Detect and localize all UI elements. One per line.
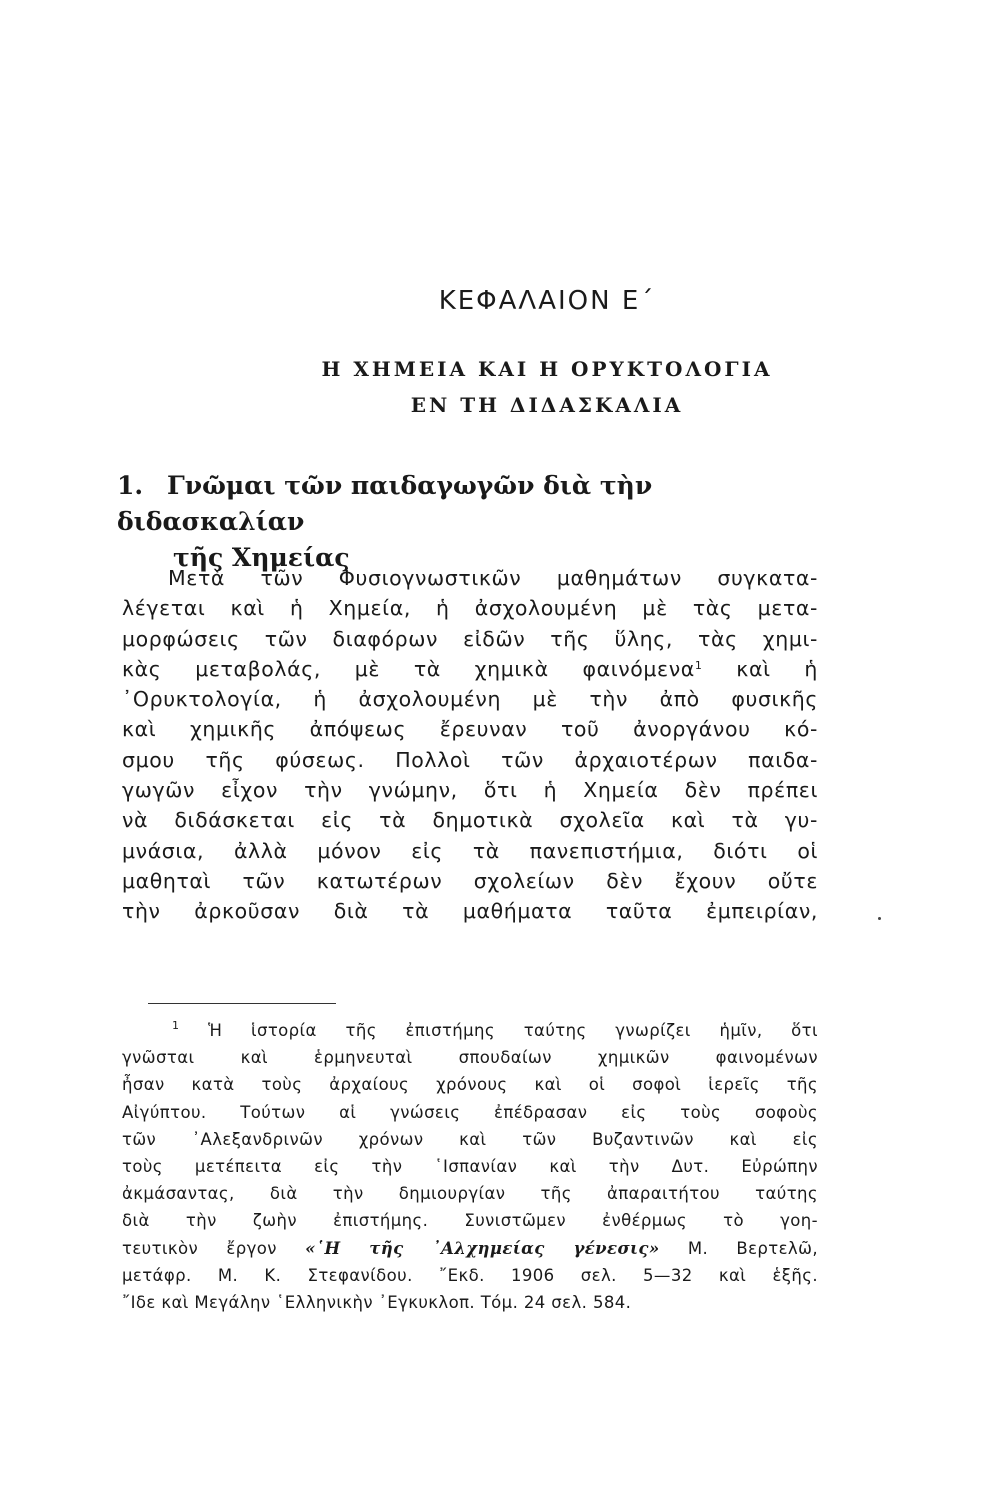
footnote-line: ἦσαν κατὰ τοὺς ἀρχαίους χρόνους καὶ οἱ σοφοὶ ἱερεῖς τῆς [122,1075,818,1095]
body-line: τὴν ἀρκοῦσαν διὰ τὰ μαθήματα ταῦτα ἐμπειρίαν, [122,899,818,924]
footnote-reference[interactable]: 1 [694,658,703,672]
footnote-divider [148,1003,336,1004]
body-line: Μετὰ τῶν Φυσιογνωστικῶν μαθημάτων συγκατα- [168,566,818,590]
body-paragraph [122,563,818,927]
body-line-tail: καὶ ἡ [736,656,818,681]
footnote-line-text: Ἡ ἱστορία τῆς ἐπιστήμης ταύτης γνωρίζει ἡμῖν, ὅτι [208,1021,818,1040]
chapter-heading: ΚΕΦΑΛΑΙΟΝ Ε΄ [438,286,656,316]
section-number: 1. [117,471,144,500]
section-heading [117,468,837,576]
section-title-text: Γνῶμαι τῶν παιδαγωγῶν διὰ τὴν διδασκαλίαν [117,471,653,536]
body-line: γωγῶν εἶχον τὴν γνώμην, ὅτι ἡ Χημεία δὲν πρέπει [122,778,818,803]
footnote-line: τῶν ᾿Αλεξανδρινῶν χρόνων καὶ τῶν Βυζαντινῶν καὶ εἰς [122,1129,818,1149]
body-line: μαθηταὶ τῶν κατωτέρων σχολείων δὲν ἔχουν οὔτε [122,868,818,893]
footnote-line-text: Μ. Βερτελῶ, [687,1238,818,1258]
chapter-title-line-2: ΕΝ ΤΗ ΔΙΔΑΣΚΑΛΙΑ [410,393,684,417]
chapter-title-line-1: Η ΧΗΜΕΙΑ ΚΑΙ Η ΟΡΥΚΤΟΛΟΓΙΑ [321,357,773,381]
body-line-text: κὰς μεταβολάς, μὲ τὰ χημικὰ φαινόμενα [122,656,695,681]
body-line: σμου τῆς φύσεως. Πολλοὶ τῶν ἀρχαιοτέρων παιδα- [122,747,818,772]
footnote-line-text: τευτικὸν ἔργον [122,1238,277,1258]
body-line: μνάσια, ἀλλὰ μόνον εἰς τὰ πανεπιστήμια, διότι οἱ [122,838,818,863]
footnote-line: ῎Ιδε καὶ Μεγάλην ῾Ελληνικὴν ᾿Εγκυκλοπ. Τόμ. 24 σελ. 584. [122,1293,632,1313]
footnote-line-with-title [122,1235,818,1262]
footnote-line: διὰ τὴν ζωὴν ἐπιστήμης. Συνιστῶμεν ἐνθέρμως τὸ γοη- [122,1211,818,1231]
footnote-line: ἀκμάσαντας, διὰ τὴν δημιουργίαν τῆς ἀπαραιτήτου ταύτης [122,1184,818,1204]
footnote-line [122,1017,818,1044]
footnote-line: Αἰγύπτου. Τούτων αἱ γνώσεις ἐπέδρασαν εἰς τοὺς σοφοὺς [122,1102,818,1122]
body-line: λέγεται καὶ ἡ Χημεία, ἡ ἀσχολουμένη μὲ τὰς μετα- [122,596,818,621]
section-heading-line-1 [117,468,837,540]
book-title: «῾Η τῆς ᾿Αλχημείας γένεσις» [305,1238,660,1258]
print-speck [878,917,881,920]
body-line: καὶ χημικῆς ἀπόψεως ἔρευναν τοῦ ἀνοργάνου κό- [122,717,818,742]
footnote-line: μετάφρ. Μ. Κ. Στεφανίδου. ῎Εκδ. 1906 σελ. 5—32 καὶ ἑξῆς. [122,1265,818,1285]
body-line: νὰ διδάσκεται εἰς τὰ δημοτικὰ σχολεῖα καὶ τὰ γυ- [122,808,818,833]
body-line: μορφώσεις τῶν διαφόρων εἰδῶν τῆς ὕλης, τὰς χημι- [122,626,818,651]
footnote-line: γνῶσται καὶ ἑρμηνευταὶ σπουδαίων χημικῶν φαινομένων [122,1048,818,1068]
footnote-marker: 1 [172,1019,180,1032]
body-line-with-footnote-ref [122,654,818,684]
section-heading-line-2: τῆς Χημείας [173,543,350,572]
footnote-line: τοὺς μετέπειτα εἰς τὴν ῾Ισπανίαν καὶ τὴν Δυτ. Εὐρώπην [122,1157,818,1177]
footnote [122,1017,818,1316]
body-line: ᾿Ορυκτολογία, ἡ ἀσχολουμένη μὲ τὴν ἀπὸ φυσικῆς [122,687,818,712]
